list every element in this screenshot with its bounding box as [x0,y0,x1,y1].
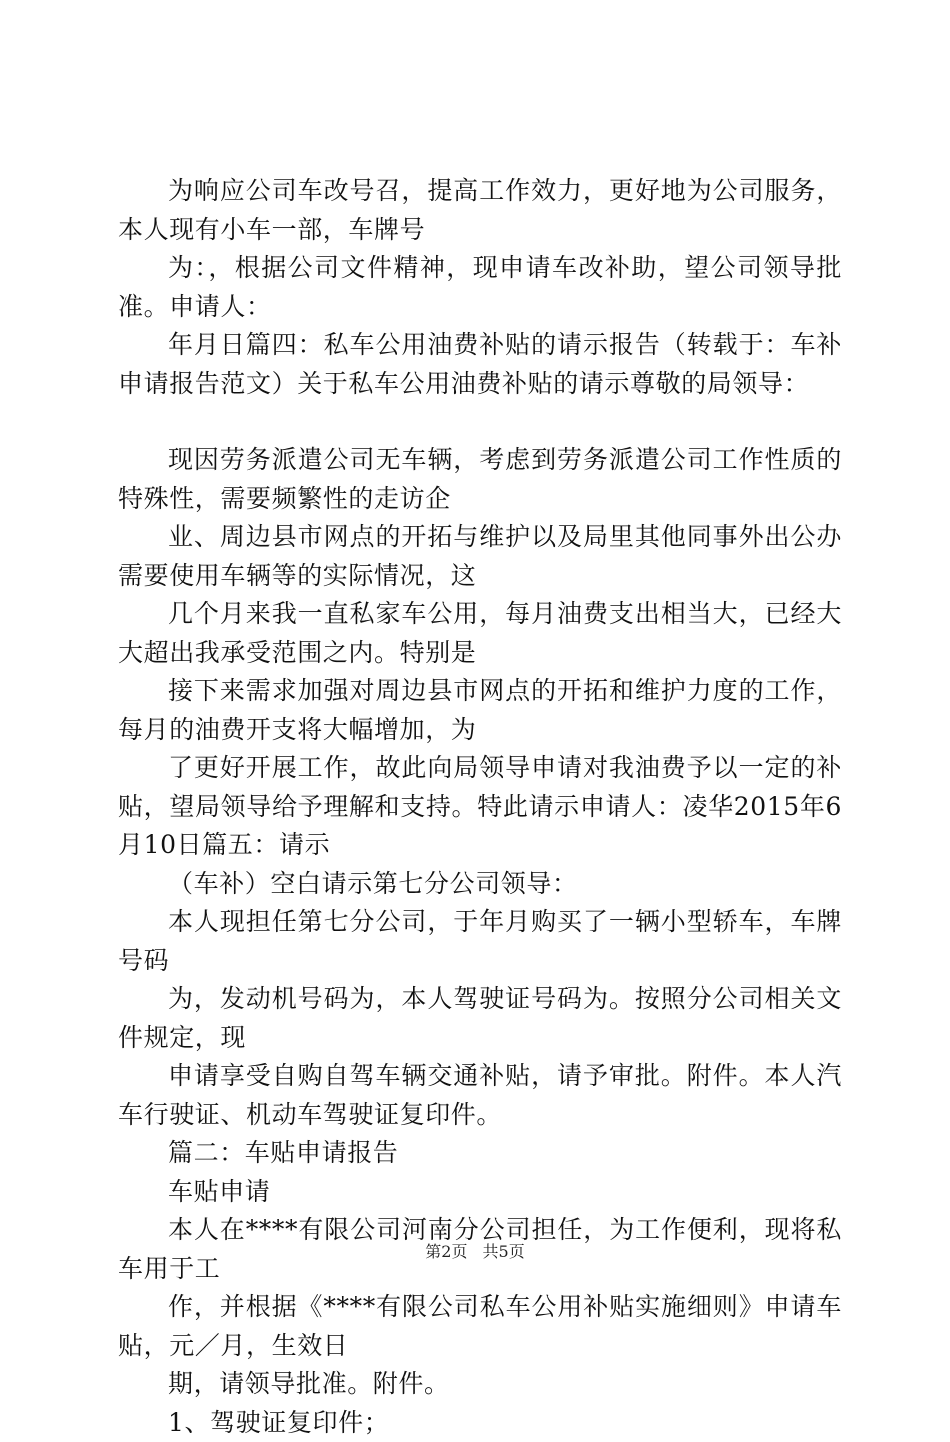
paragraph: 作，并根据《****有限公司私车公用补贴实施细则》申请车贴，元／月，生效日 [118,1288,842,1365]
section-heading: 篇二：车贴申请报告 [118,1134,842,1173]
paragraph: 为：，根据公司文件精神，现申请车改补助，望公司领导批准。申请人： [118,249,842,326]
paragraph: 接下来需求加强对周边县市网点的开拓和维护力度的工作，每月的油费开支将大幅增加，为 [118,672,842,749]
paragraph: 申请享受自购自驾车辆交通补贴，请予审批。附件。本人汽车行驶证、机动车驾驶证复印件。 [118,1057,842,1134]
page-footer [0,1242,950,1262]
page-number: 第2页 [425,1242,467,1261]
page-total: 共5页 [483,1242,525,1261]
paragraph-title: 车贴申请 [118,1173,842,1212]
paragraph: 为，发动机号码为，本人驾驶证号码为。按照分公司相关文件规定，现 [118,980,842,1057]
list-item: 1、驾驶证复印件； [118,1404,842,1442]
paragraph: 现因劳务派遣公司无车辆，考虑到劳务派遣公司工作性质的特殊性，需要频繁性的走访企 [118,441,842,518]
paragraph: 本人现担任第七分公司，于年月购买了一辆小型轿车，车牌号码 [118,903,842,980]
paragraph: 年月日篇四：私车公用油费补贴的请示报告（转载于：车补申请报告范文）关于私车公用油费补贴的请示尊敬的局领导： [118,326,842,403]
paragraph: 为响应公司车改号召，提高工作效力，更好地为公司服务，本人现有小车一部，车牌号 [118,172,842,249]
paragraph: 了更好开展工作，故此向局领导申请对我油费予以一定的补贴，望局领导给予理解和支持。特此请示申请人：凌华2015年6月10日篇五：请示 [118,749,842,865]
paragraph: 几个月来我一直私家车公用，每月油费支出相当大，已经大大超出我承受范围之内。特别是 [118,595,842,672]
paragraph: 期，请领导批准。附件。 [118,1365,842,1404]
paragraph: 业、周边县市网点的开拓与维护以及局里其他同事外出公办需要使用车辆等的实际情况，这 [118,518,842,595]
paragraph: 本人在****有限公司河南分公司担任，为工作便利，现将私车用于工 [118,1211,842,1288]
paragraph: （车补）空白请示第七分公司领导： [118,865,842,904]
